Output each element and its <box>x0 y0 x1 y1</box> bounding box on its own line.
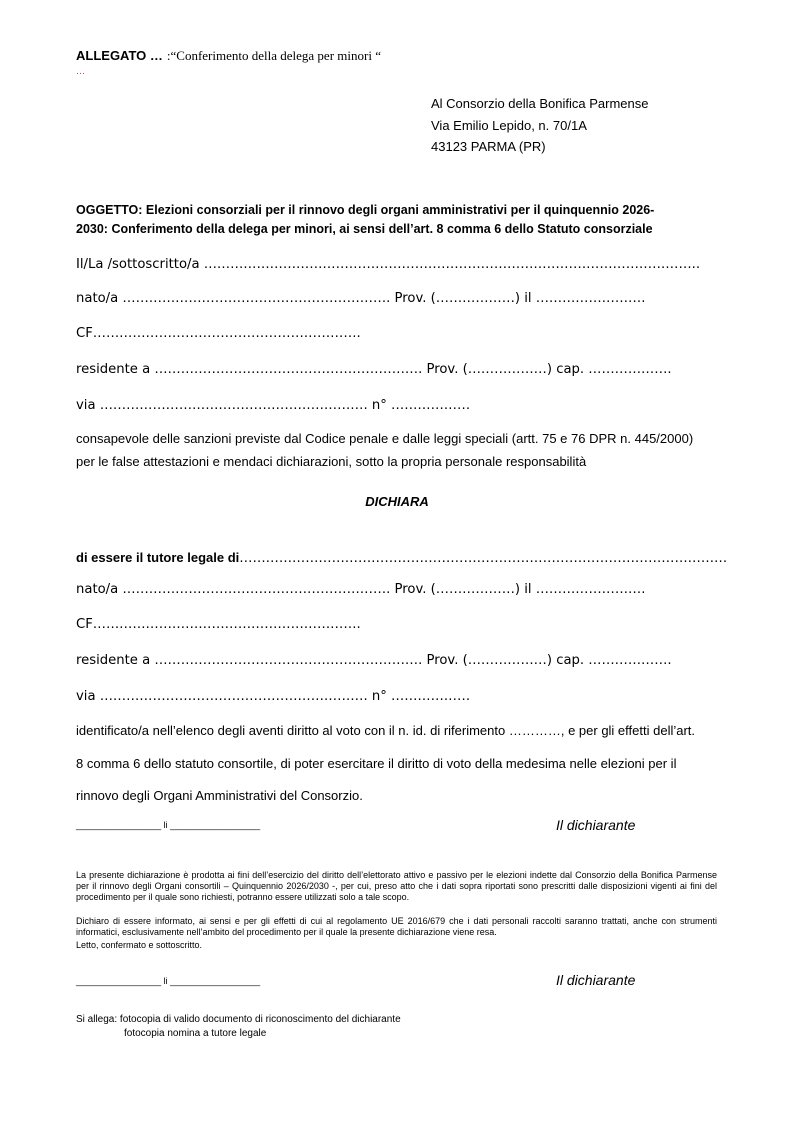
place-date-field-2[interactable]: _________________ li __________________ <box>76 976 261 986</box>
ward-street-field[interactable]: via ……………………………………………………. n° ……………… <box>76 689 471 704</box>
attachment-line-1: Si allega: fotocopia di valido documento di riconoscimento del dichiarante <box>76 1014 401 1025</box>
subject-line-1: OGGETTO: Elezioni consorziali per il rinnovo degli organi amministrativi per il quinquennio 2026- <box>76 203 655 217</box>
identification-line-1: identificato/a nell’elenco degli aventi diritto al voto con il n. id. di riferimento …………, e per gli effetti dell’art. <box>76 723 696 738</box>
attachment-dots: … <box>76 66 85 76</box>
signer-name-field[interactable]: Il/La /sottoscritto/a ………………………………………………………………………………………………….. <box>76 257 701 272</box>
ward-birth-field[interactable]: nato/a ……………………………………………………. Prov. (………………) il ……………………. <box>76 582 646 597</box>
signature-label-1: Il dichiarante <box>556 817 636 833</box>
subject-line-2: 2030: Conferimento della delega per minori, ai sensi dell’art. 8 comma 6 dello Statuto consorziale <box>76 222 653 236</box>
signature-label-2: Il dichiarante <box>556 972 636 988</box>
identification-line-3: rinnovo degli Organi Amministrativi del Consorzio. <box>76 788 363 803</box>
addressee-line-2: Via Emilio Lepido, n. 70/1A <box>431 118 587 133</box>
privacy-paragraph-1: La presente dichiarazione è prodotta ai fini dell’esercizio del diritto dell’elettorato attivo e passivo per le elezioni indette dal Consorzio della Bonifica Parmense per il rinnovo degli Organi consortili – Quinquennio 2026/2030 -, per cui, preso atto che i dati sopra riportati sono prescritti dalle disposizioni vigenti ai fini del procedimento per il quale sono richiesti, potranno essere utilizzati solo a tale scopo. <box>76 870 717 902</box>
awareness-line-1: consapevole delle sanzioni previste dal Codice penale e dalle leggi speciali (artt. 75 e 76 DPR n. 445/2000) <box>76 431 694 446</box>
ward-residence-field[interactable]: residente a ……………………………………………………. Prov. (………………) cap. ………………. <box>76 653 672 668</box>
signer-birth-field[interactable]: nato/a ……………………………………………………. Prov. (………………) il ……………………. <box>76 291 646 306</box>
ward-cf-field[interactable]: CF……………………………………………………. <box>76 617 361 632</box>
attachment-label: ALLEGATO … <box>76 48 163 63</box>
signer-street-field[interactable]: via ……………………………………………………. n° ……………… <box>76 398 471 413</box>
awareness-line-2: per le false attestazioni e mendaci dichiarazioni, sotto la propria personale responsabilità <box>76 454 587 469</box>
addressee-line-1: Al Consorzio della Bonifica Parmense <box>431 96 649 111</box>
place-date-field-1[interactable]: _________________ li __________________ <box>76 820 261 830</box>
privacy-paragraph-3: Letto, confermato e sottoscritto. <box>76 940 203 950</box>
identification-line-2: 8 comma 6 dello statuto consortile, di poter esercitare il diritto di voto della medesima nelle elezioni per il <box>76 756 677 771</box>
signer-residence-field[interactable]: residente a ……………………………………………………. Prov. (………………) cap. ………………. <box>76 362 672 377</box>
declares-heading: DICHIARA <box>365 494 429 509</box>
signer-cf-field[interactable]: CF……………………………………………………. <box>76 326 361 341</box>
privacy-paragraph-2: Dichiaro di essere informato, ai sensi e per gli effetti di cui al regolamento UE 2016/679 che i dati personali raccolti saranno trattati, anche con strumenti informatici, esclusivamente nell’ambito del procedimento per il quale la presente dichiarazione viene resa. <box>76 916 717 937</box>
guardian-name-field[interactable]: ………………………………………………………………………………………………… <box>239 551 728 566</box>
attachment-line-2: fotocopia nomina a tutore legale <box>124 1028 267 1039</box>
attachment-header <box>76 47 381 65</box>
addressee-line-3: 43123 PARMA (PR) <box>431 139 546 154</box>
attachment-title: :“Conferimento della delega per minori “ <box>166 48 381 63</box>
guardian-line <box>76 549 727 567</box>
guardian-label: di essere il tutore legale di <box>76 550 240 565</box>
